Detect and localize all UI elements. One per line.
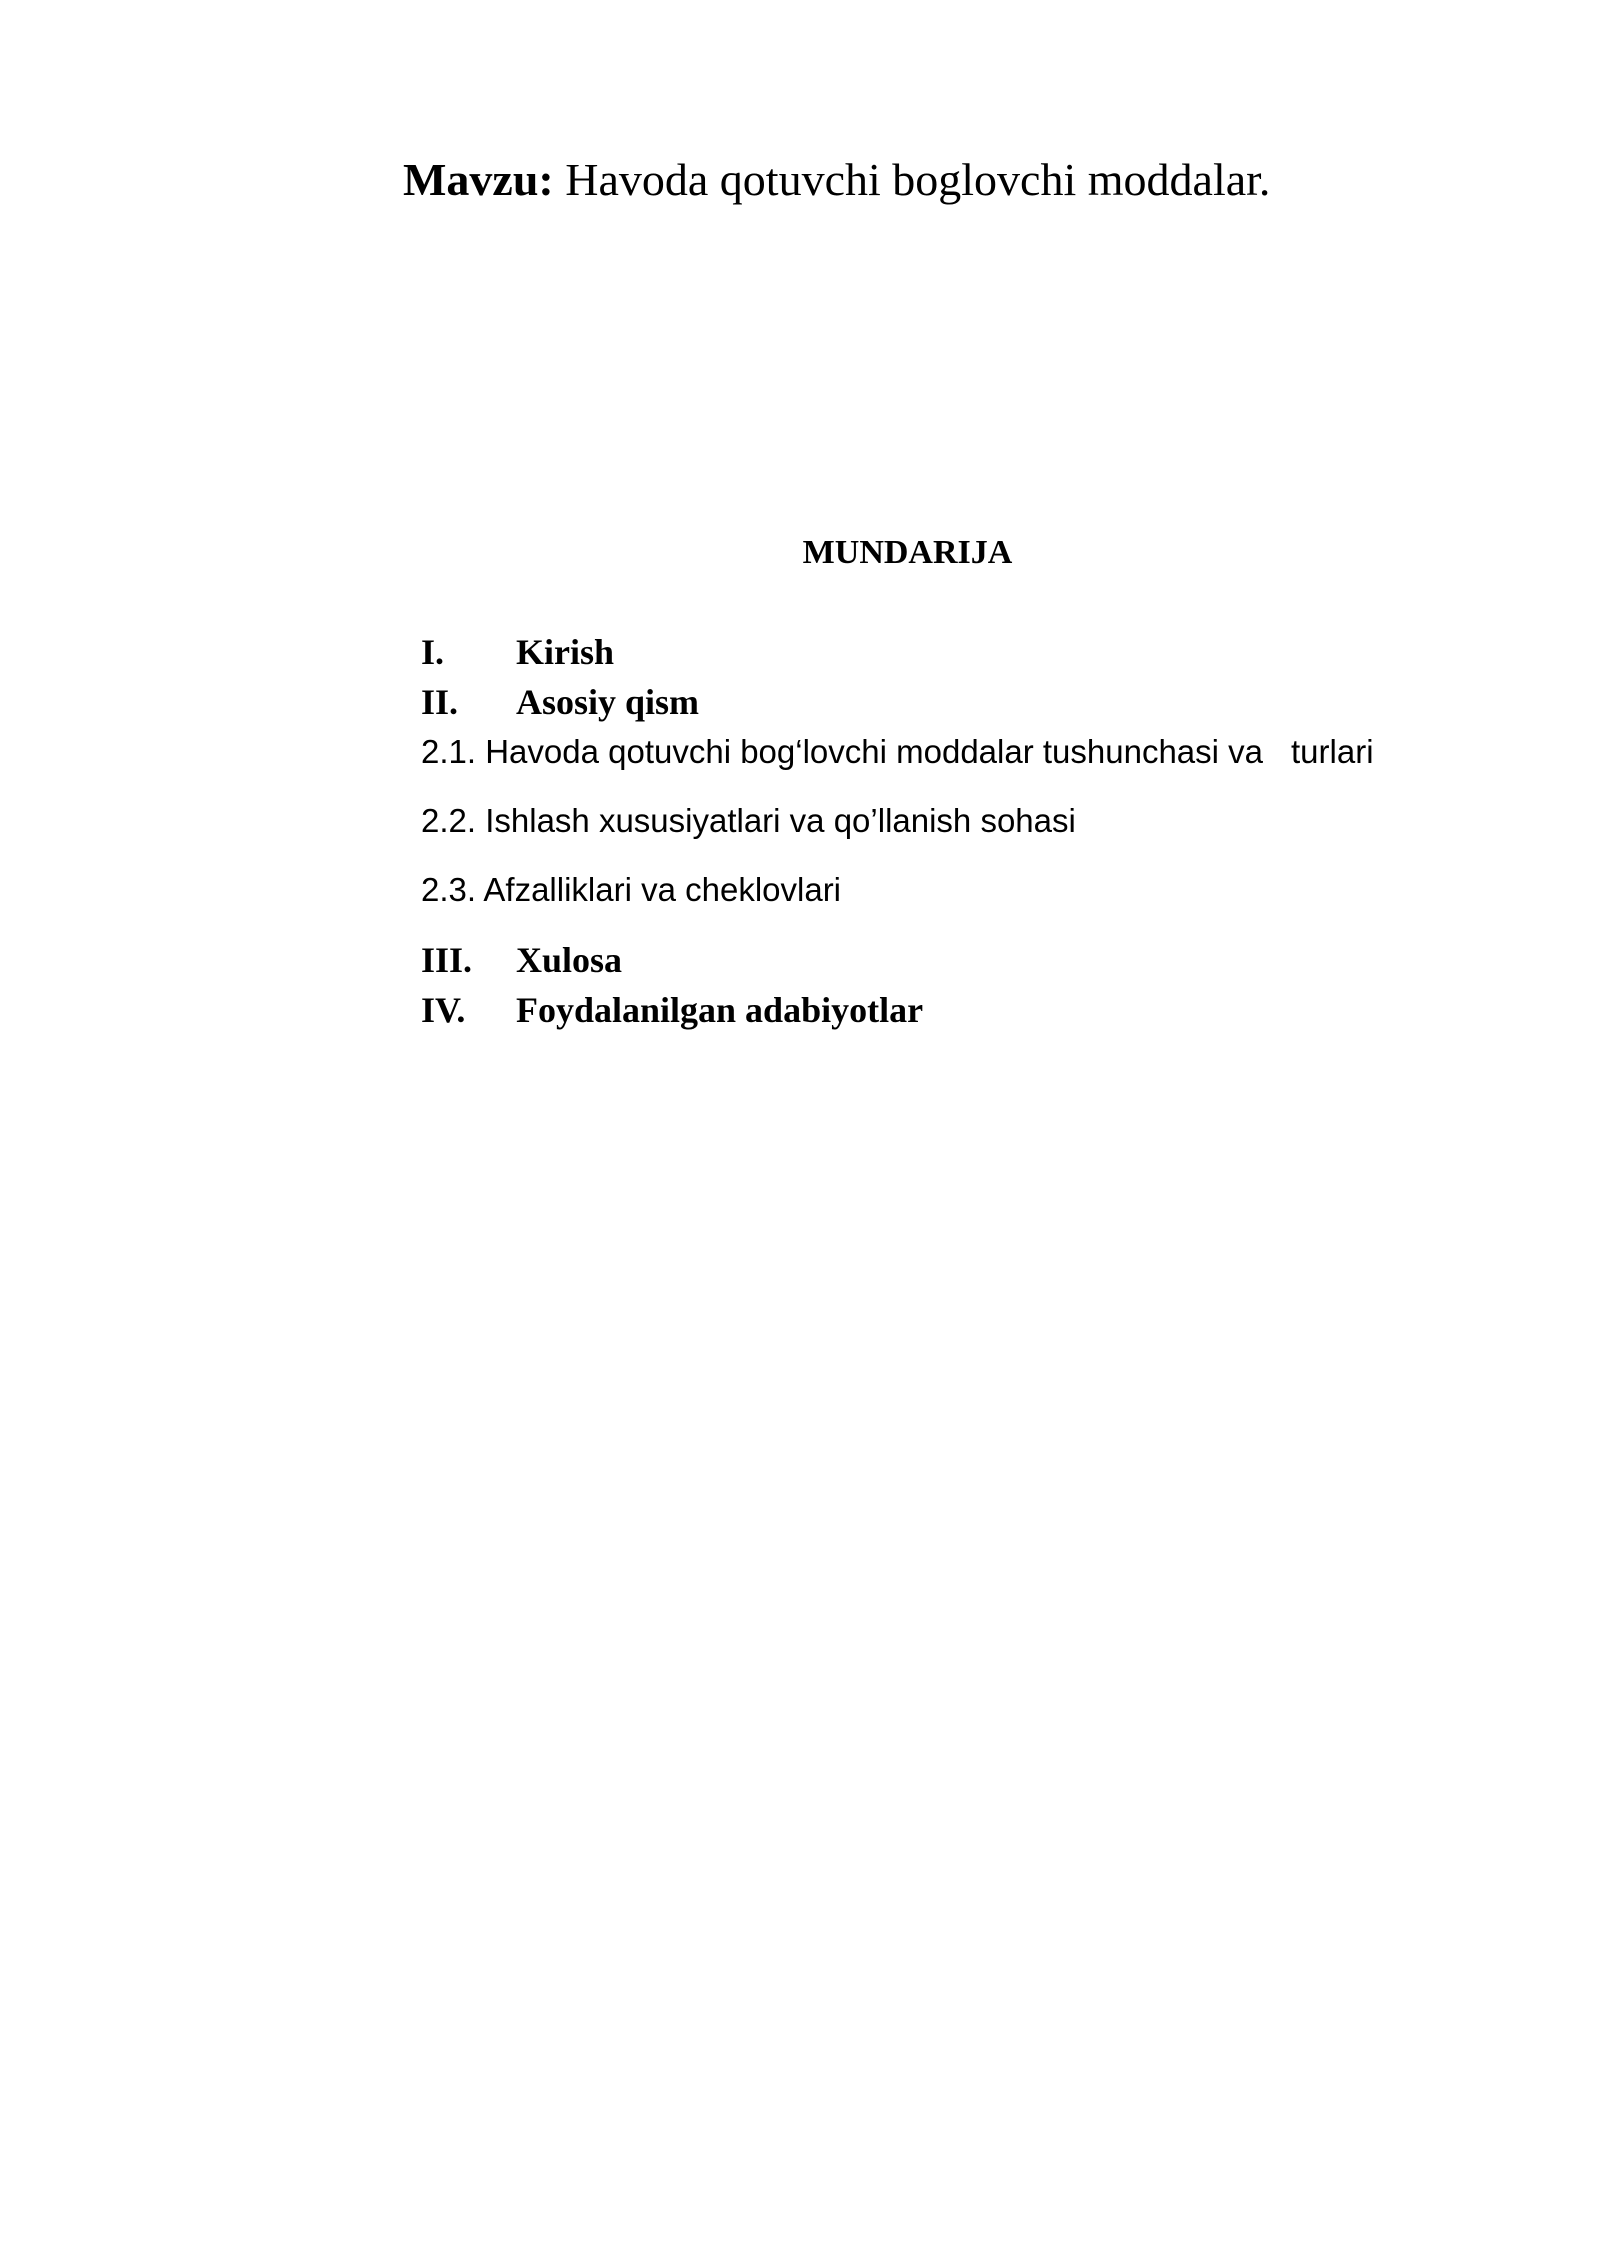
toc-subitem-2-1 — [421, 729, 1374, 775]
toc-subitem-text: 2.2. Ishlash xususiyatlari va qo’llanish sohasi — [421, 802, 1076, 839]
toc-item-asosiy-qism — [421, 678, 699, 726]
toc-heading: MUNDARIJA — [802, 534, 1013, 571]
toc-item-kirish — [421, 628, 614, 676]
toc-item-number: IV. — [421, 990, 466, 1030]
toc-subitem-text: 2.3. Afzalliklari va cheklovlari — [421, 871, 842, 908]
toc-item-number: I. — [421, 632, 445, 672]
toc-item-number: III. — [421, 940, 473, 980]
topic-label: Mavzu: — [403, 154, 554, 205]
toc-subitem-tail: turlari — [1291, 733, 1374, 770]
toc-subitem-text: 2.1. Havoda qotuvchi bog‘lovchi moddalar tushunchasi va — [421, 733, 1264, 770]
toc-item-number: II. — [421, 682, 459, 722]
toc-item-title: Foydalanilgan adabiyotlar — [516, 990, 924, 1030]
toc-subitem-2-3 — [421, 867, 841, 913]
topic-line — [403, 150, 1270, 210]
toc-item-xulosa — [421, 936, 622, 984]
toc-item-title: Kirish — [516, 632, 615, 672]
toc-item-title: Asosiy qism — [516, 682, 700, 722]
toc-item-title: Xulosa — [516, 940, 623, 980]
toc-subitem-2-2 — [421, 798, 1076, 844]
toc-item-adabiyotlar — [421, 986, 923, 1034]
topic-title: Havoda qotuvchi boglovchi moddalar. — [553, 154, 1271, 205]
